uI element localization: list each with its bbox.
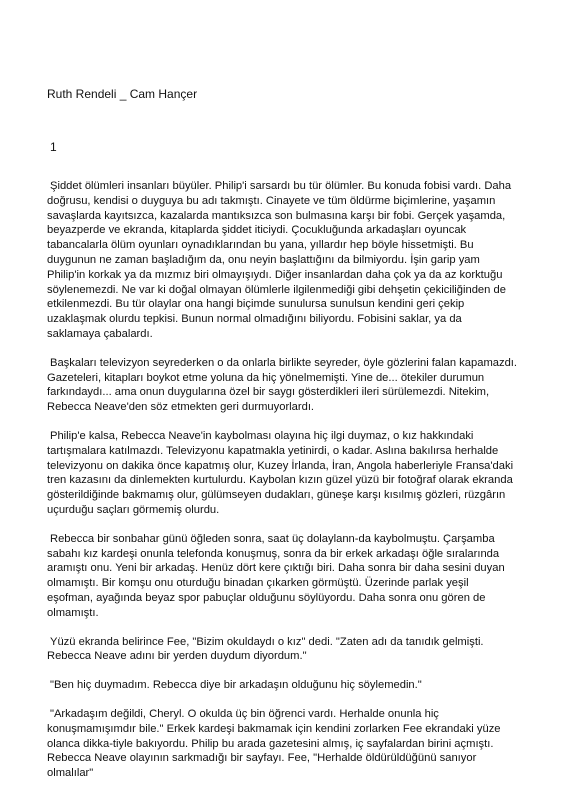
paragraph: "Ben hiç duymadım. Rebecca diye bir arkadaşın olduğunu hiç söylemedin.": [50, 679, 422, 692]
paragraph: Philip'e kalsa, Rebecca Neave'in kaybolması olayına hiç ilgi duymaz, o kız hakkındaki tartışmalara katılmazdı. Televizyonu kapatmakla yetinirdi, o kadar. Aslına bakılırsa herhalde televizyonu on dakika önce kapatmış olur, Kuzey İrlanda, İran, Angola haberleriyle Fransa'daki tren kazasını da dinlemekten kurtulurdu. Kaybolan kızın güzel yüzü bir fotoğraf olarak ekranda gösterildiğinde bakmamış olur, gülümseyen dudakları, güneşe karşı kısılmış gözleri, rüzgârın uçurduğu saçları görmemiş olurdu.: [47, 429, 514, 516]
paragraph: Yüzü ekranda belirince Fee, "Bizim okuldaydı o kız" dedi. "Zaten adı da tanıdık gelmişti. Rebecca Neave adını bir yerden duydum diyordum.": [47, 635, 484, 663]
paragraph: "Arkadaşım değildi, Cheryl. O okulda üç bin öğrenci vardı. Herhalde onunla hiç konuşmamışımdır bile." Erkek kardeşi bakmamak için kendini zorlarken Fee ekrandaki yüze olanca dikka-tiyle bakıyordu. Philip bu arada gazetesini almış, iç sayfalardan birini açmıştı. Rebecca Neave olayının sarkmadığı bir sayfayı. Fee, "Herhalde öldürüldüğünü sanıyor olmalılar": [47, 707, 501, 780]
paragraph: Başkaları televizyon seyrederken o da onlarla birlikte seyreder, öyle gözlerini falan kapamazdı. Gazeteleri, kitapları boykot etme yoluna da hiç yönelmemişti. Yine de... ötekiler durumun farkındaydı... ama onun duygularına özel bir saygı gösterdikleri ileri sürülemezdi. Nitekim, Rebecca Neave'den söz etmekten geri durmuyorlardı.: [47, 356, 518, 414]
chapter-number: 1: [50, 140, 57, 154]
body-text: [47, 179, 517, 795]
paragraph: Rebecca bir sonbahar günü öğleden sonra, saat üç dolaylann-da kaybolmuştu. Çarşamba sabahı kız kardeşi onunla telefonda konuşmuş, sonra da bir erkek arkadaşı öğle sıralarında aramıştı onu. Yeni bir arkadaş. Henüz dört kere çıktığı biri. Daha sonra bir daha sesini duyan olmamıştı. Bir komşu onu oturduğu binadan çıkarken görmüştü. Üzerinde parlak yeşil eşofman, ayağında beyaz spor pabuçlar olduğunu söylüyordu. Daha sonra onu gören de olmamıştı.: [47, 532, 505, 619]
document-title: Ruth Rendeli _ Cam Hançer: [47, 87, 198, 101]
paragraph: Şiddet ölümleri insanları büyüler. Philip'i sarsardı bu tür ölümler. Bu konuda fobisi vardı. Daha doğrusu, kendisi o duyguya bu adı takmıştı. Cinayete ve tüm öldürme biçimlerine, yaşamın savaşlarda kayıtsızca, kazalarda mantıksızca son bulmasına karşı bir fobi. Gerçek yaşamda, beyazperde ve ekranda, kitaplarda şiddet iticiydi. Çocukluğunda arkadaşları oyuncak tabancalarla ölüm oyunları oynadıklarından bu yana, yıllardır hep böyle hissetmişti. Bu duygunun ne zaman başladığım da, onu neyin başlattığını da bilmiyordu. İşin garip yam Philip'in korkak ya da mızmız biri olmayışıydı. Diğer insanlardan daha çok ya da az korktuğu söylenemezdi. Ne var ki doğal olmayan ölümlerle ilgilenmediği gibi dehşetin çekiciliğinden de etkilenmezdi. Bu tür olaylar ona hangi biçimde sunulursa sunulsun kendini geri çekip uzaklaşmak olurdu tepkisi. Bunun normal olmadığını biliyordu. Fobisini saklar, ya da saklamaya çabalardı.: [47, 180, 512, 340]
